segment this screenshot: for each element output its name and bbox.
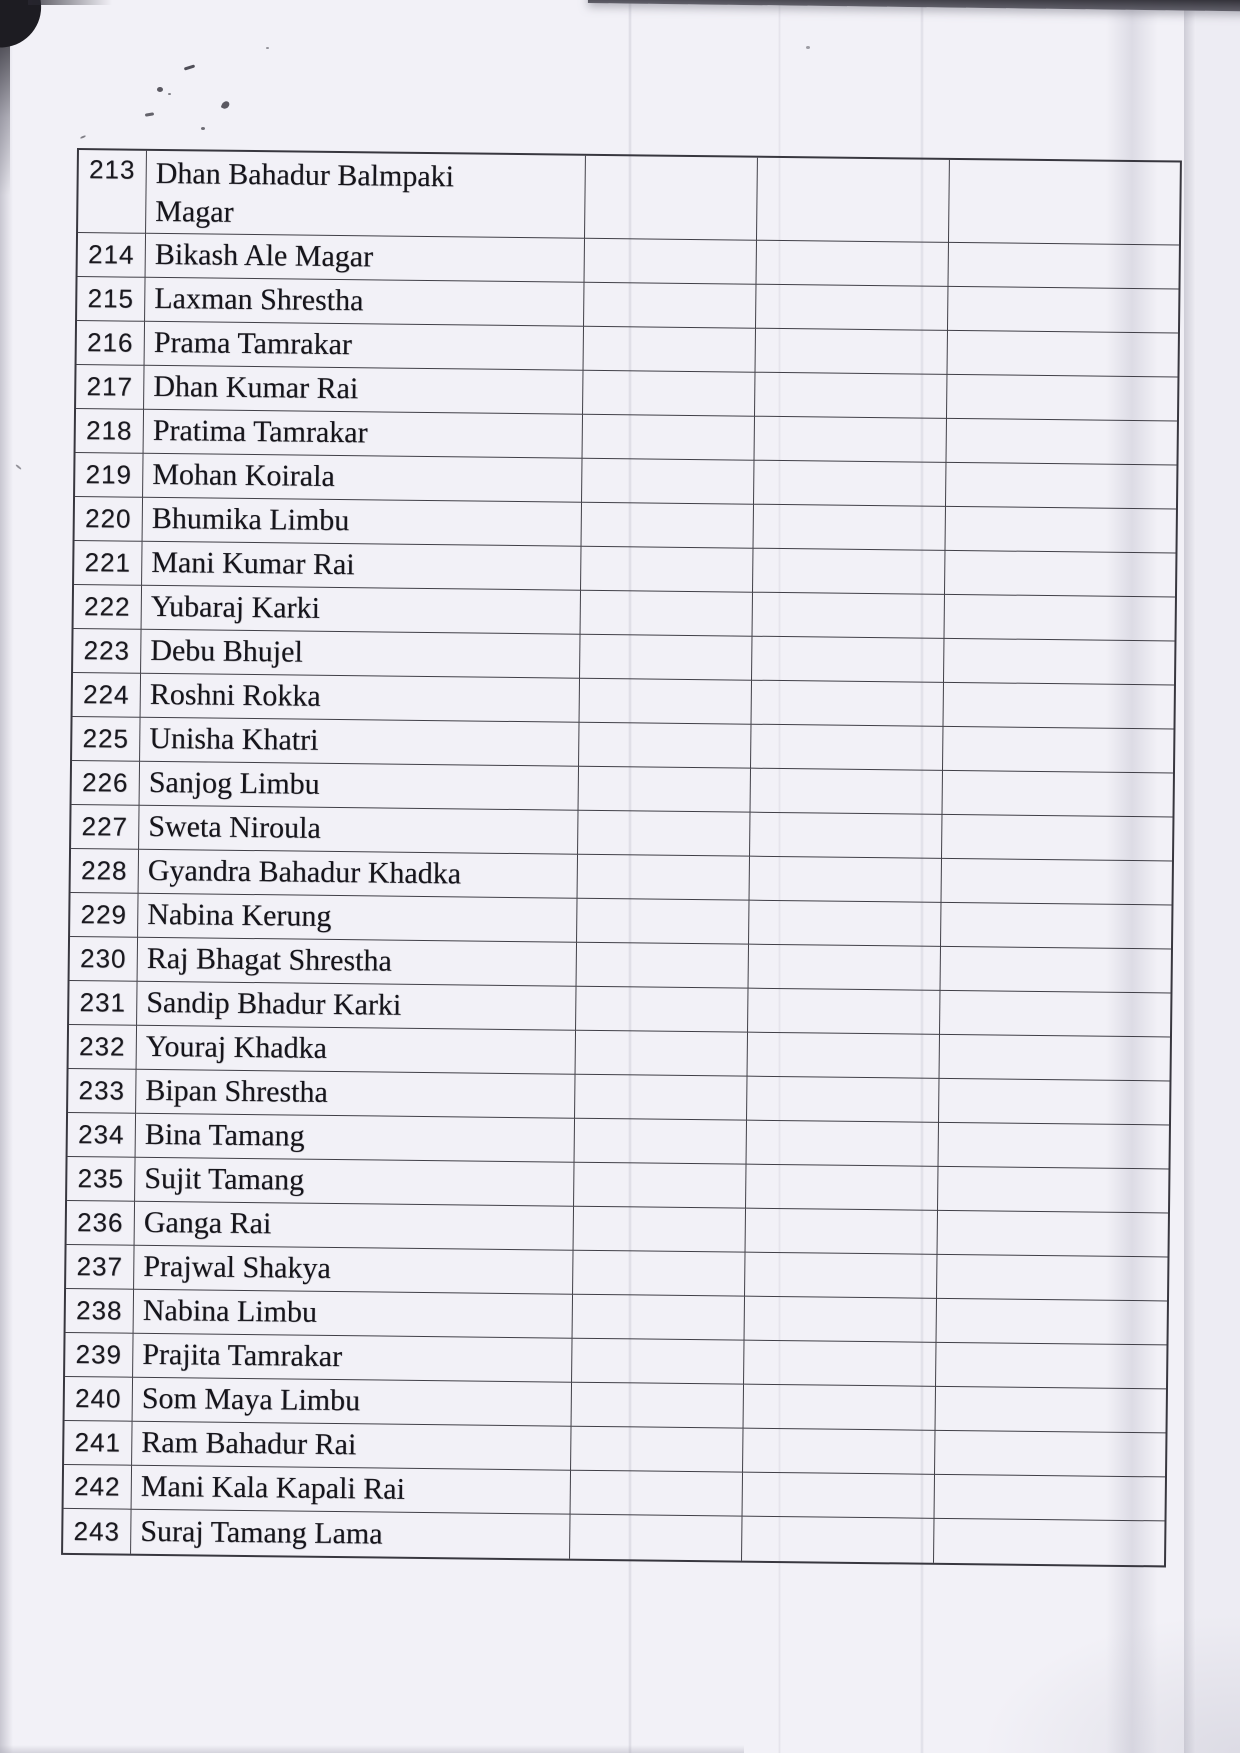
serial-number-cell: 240 [65,1377,133,1422]
empty-cell-2 [752,593,944,639]
name-cell: Nabina Limbu [134,1290,573,1339]
name-cell: Sweta Niroula [139,806,578,855]
empty-cell-2 [745,1253,937,1299]
empty-cell-2 [747,1121,939,1167]
serial-number-cell: 242 [64,1465,132,1510]
serial-number-cell: 219 [75,453,143,498]
name-cell: Sujit Tamang [135,1158,574,1207]
empty-cell-3 [948,243,1178,290]
serial-number-cell: 221 [74,541,142,586]
empty-cell-3 [940,991,1170,1038]
serial-number-cell: 222 [74,585,142,630]
empty-cell-1 [576,987,748,1033]
empty-cell-3 [938,1167,1168,1214]
serial-number-cell: 216 [77,321,145,366]
serial-number-cell: 241 [64,1421,132,1466]
empty-cell-1 [585,239,757,285]
serial-number-cell: 218 [76,409,144,454]
empty-cell-3 [934,1519,1164,1566]
empty-cell-2 [756,285,948,331]
empty-cell-3 [937,1299,1167,1346]
empty-cell-2 [750,813,942,859]
empty-cell-2 [747,1077,939,1123]
empty-cell-3 [941,859,1171,906]
name-cell: Bhumika Limbu [143,498,582,547]
empty-cell-3 [946,463,1176,510]
empty-cell-3 [939,1035,1169,1082]
name-cell: Som Maya Limbu [133,1378,572,1427]
serial-number-cell: 229 [70,893,138,938]
empty-cell-2 [744,1341,936,1387]
ink-speck [184,64,195,70]
ink-speck [157,87,163,92]
name-cell: Suraj Tamang Lama [131,1510,570,1559]
name-cell: Nabina Kerung [138,894,577,943]
empty-cell-1 [572,1339,744,1385]
name-cell: Pratima Tamrakar [144,410,583,459]
top-left-scan-corner [0,0,45,49]
empty-cell-1 [578,811,750,857]
name-cell: Ganga Rai [135,1202,574,1251]
empty-cell-2 [748,989,940,1035]
empty-cell-3 [941,903,1171,950]
name-cell: Mohan Koirala [143,454,582,503]
serial-number-cell: 213 [78,150,147,234]
name-cell: Prama Tamrakar [145,322,584,371]
empty-cell-1 [572,1383,744,1429]
empty-cell-3 [936,1387,1166,1434]
empty-cell-1 [583,415,755,461]
serial-number-cell: 234 [68,1113,136,1158]
ink-speck [80,135,86,139]
empty-cell-1 [575,1075,747,1121]
empty-cell-2 [746,1209,938,1255]
empty-cell-1 [579,767,751,813]
empty-cell-2 [753,549,945,595]
empty-cell-1 [577,943,749,989]
empty-cell-1 [580,635,752,681]
serial-number-cell: 230 [70,937,138,982]
serial-number-cell: 232 [69,1025,137,1070]
empty-cell-2 [752,681,944,727]
empty-cell-3 [940,947,1170,994]
name-cell: Debu Bhujel [141,630,580,679]
name-cell: Dhan Bahadur Balmpaki Magar [146,151,586,239]
empty-cell-2 [750,857,942,903]
empty-cell-3 [937,1211,1167,1258]
empty-cell-2 [755,329,947,375]
empty-cell-3 [943,727,1173,774]
name-cell: Bina Tamang [136,1114,575,1163]
name-cell: Youraj Khadka [137,1026,576,1075]
ink-speck [806,46,810,49]
empty-cell-3 [944,595,1174,642]
empty-cell-1 [573,1251,745,1297]
empty-cell-2 [749,945,941,991]
name-cell: Prajita Tamrakar [133,1334,572,1383]
ink-speck [145,112,154,117]
serial-number-cell: 239 [65,1333,133,1378]
name-cell: Mani Kumar Rai [142,542,581,591]
empty-cell-1 [579,723,751,769]
empty-cell-2 [753,505,945,551]
empty-cell-1 [584,327,756,373]
empty-cell-2 [755,373,947,419]
empty-cell-2 [744,1385,936,1431]
empty-cell-2 [751,725,943,771]
left-page-edge [0,0,13,1753]
name-cell: Raj Bhagat Shrestha [138,938,577,987]
empty-cell-2 [746,1165,938,1211]
name-cell: Sanjog Limbu [140,762,579,811]
serial-number-cell: 233 [68,1069,136,1114]
name-cell: Bikash Ale Magar [146,234,585,283]
empty-cell-1 [581,547,753,593]
empty-cell-3 [947,375,1177,422]
name-cell: Laxman Shrestha [145,278,584,327]
serial-number-cell: 243 [63,1509,131,1554]
empty-cell-1 [570,1515,742,1561]
empty-cell-2 [745,1297,937,1343]
empty-cell-1 [571,1427,743,1473]
top-scan-edge-shadow [588,0,1240,12]
empty-cell-1 [576,1031,748,1077]
empty-cell-3 [943,683,1173,730]
name-cell: Bipan Shrestha [136,1070,575,1119]
roster-table [61,148,1182,1567]
empty-cell-2 [756,241,948,287]
right-page-margin [1196,0,1240,1753]
empty-cell-3 [946,419,1176,466]
serial-number-cell: 214 [78,233,146,278]
empty-cell-3 [945,507,1175,554]
empty-cell-1 [574,1163,746,1209]
empty-cell-1 [584,283,756,329]
empty-cell-3 [938,1123,1168,1170]
empty-cell-1 [571,1471,743,1517]
top-left-scan-edge [28,0,112,5]
name-cell: Mani Kala Kapali Rai [132,1466,571,1515]
empty-cell-3 [947,331,1177,378]
empty-cell-1 [578,855,750,901]
table-row [78,150,1180,245]
name-cell: Gyandra Bahadur Khadka [139,850,578,899]
serial-number-cell: 223 [73,629,141,674]
ink-speck [221,100,231,110]
serial-number-cell: 215 [77,277,145,322]
name-cell: Roshni Rokka [141,674,580,723]
serial-number-cell: 231 [69,981,137,1026]
name-cell: Unisha Khatri [140,718,579,767]
empty-cell-3 [937,1255,1167,1302]
empty-cell-2 [751,769,943,815]
ink-speck [15,464,22,470]
serial-number-cell: 217 [76,365,144,410]
empty-cell-2 [743,1429,935,1475]
empty-cell-2 [748,1033,940,1079]
empty-cell-3 [936,1343,1166,1390]
empty-cell-2 [742,1517,934,1563]
empty-cell-1 [575,1119,747,1165]
empty-cell-1 [573,1295,745,1341]
bottom-scan-edge-shadow [0,1745,744,1753]
serial-number-cell: 238 [66,1289,134,1334]
empty-cell-3 [942,771,1172,818]
empty-cell-2 [743,1473,935,1519]
serial-number-cell: 227 [71,805,139,850]
name-cell: Dhan Kumar Rai [144,366,583,415]
serial-number-cell: 225 [72,717,140,762]
serial-number-cell: 226 [72,761,140,806]
empty-cell-1 [574,1207,746,1253]
empty-cell-2 [754,461,946,507]
empty-cell-2 [749,901,941,947]
empty-cell-2 [757,158,950,243]
empty-cell-2 [754,417,946,463]
empty-cell-1 [585,156,758,241]
empty-cell-3 [949,160,1180,246]
ink-speck [266,47,269,49]
right-page-edge [1184,0,1196,1753]
serial-number-cell: 237 [66,1245,134,1290]
empty-cell-3 [935,1475,1165,1522]
serial-number-cell: 228 [71,849,139,894]
empty-cell-1 [577,899,749,945]
empty-cell-1 [582,503,754,549]
empty-cell-3 [944,639,1174,686]
empty-cell-1 [582,459,754,505]
ink-speck [168,93,171,95]
empty-cell-2 [752,637,944,683]
empty-cell-1 [583,371,755,417]
empty-cell-3 [945,551,1175,598]
ink-speck [201,127,205,130]
bottom-right-scan-shadow [980,1613,1240,1753]
serial-number-cell: 235 [67,1157,135,1202]
name-cell: Prajwal Shakya [134,1246,573,1295]
empty-cell-3 [935,1431,1165,1478]
name-cell: Sandip Bhadur Karki [137,982,576,1031]
name-cell: Ram Bahadur Rai [132,1422,571,1471]
empty-cell-3 [948,287,1178,334]
empty-cell-3 [942,815,1172,862]
serial-number-cell: 236 [67,1201,135,1246]
serial-number-cell: 224 [73,673,141,718]
empty-cell-3 [939,1079,1169,1126]
name-cell: Yubaraj Karki [142,586,581,635]
serial-number-cell: 220 [75,497,143,542]
empty-cell-1 [580,679,752,725]
empty-cell-1 [581,591,753,637]
